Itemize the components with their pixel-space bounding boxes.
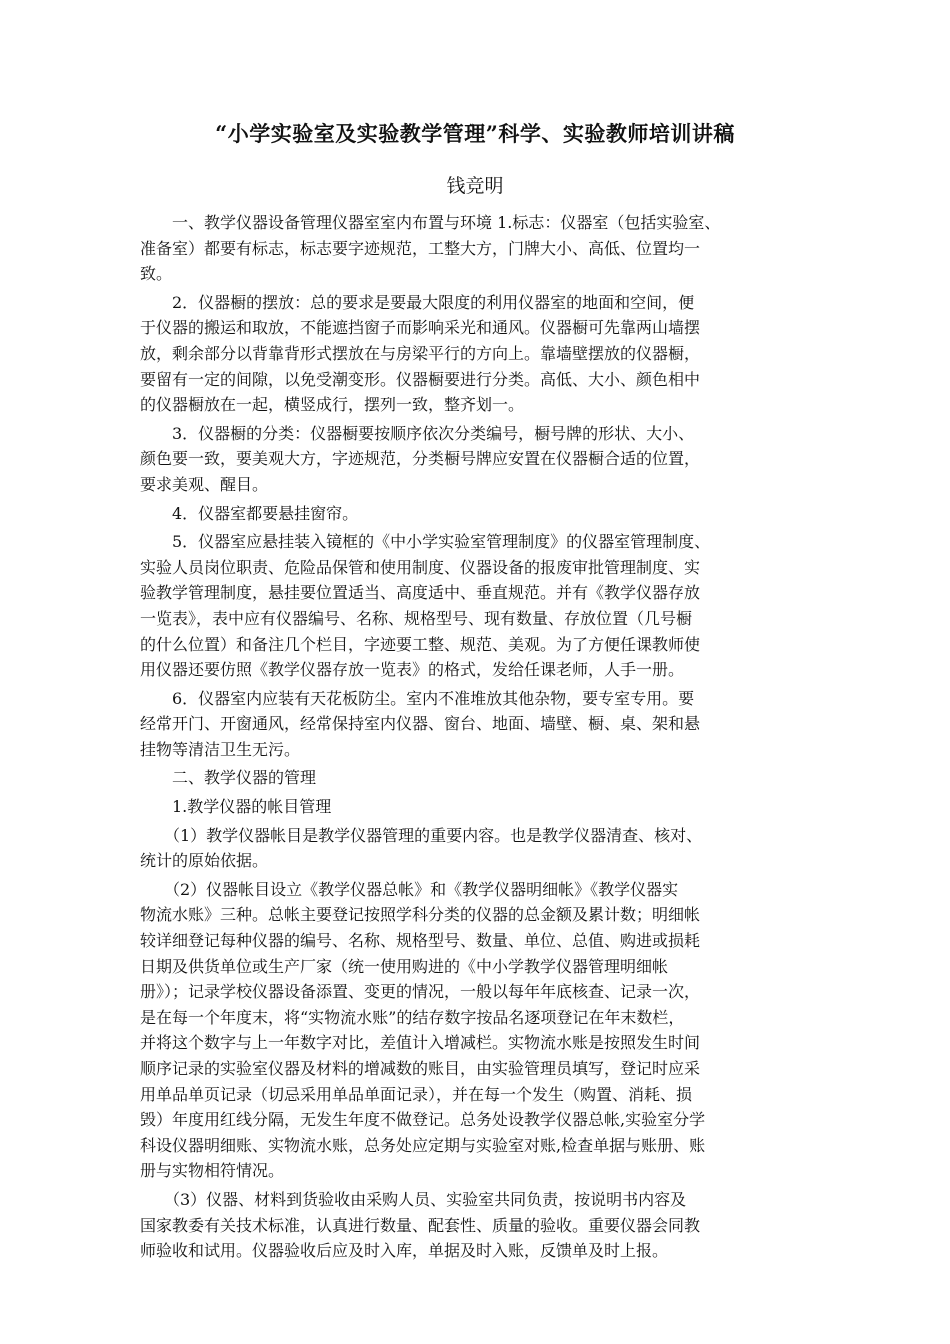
text-line: 6．仪器室内应装有天花板防尘。室内不准堆放其他杂物，要专室专用。要 [140,688,695,708]
text-line: 要留有一定的间隙，以免受潮变形。仪器橱要进行分类。高低、大小、颜色相中 [140,369,701,389]
text-line: 并将这个数字与上一年数字对比，差值计入增减栏。实物流水账是按照发生时间 [140,1033,701,1053]
text-line: 国家教委有关技术标准，认真进行数量、配套性、质量的验收。重要仪器会同教 [140,1215,701,1235]
text-line: 较详细登记每种仪器的编号、名称、规格型号、数量、单位、总值、购进或损耗 [140,931,701,951]
text-line: 科设仪器明细账、实物流水账，总务处应定期与实验室对账,检查单据与账册、账 [140,1135,706,1155]
text-line: 准备室）都要有标志，标志要字迹规范，工整大方，门牌大小、高低、位置均一 [140,238,701,258]
text-line: 一、教学仪器设备管理仪器室室内布置与环境 1.标志：仪器室（包括实验室、 [140,213,721,232]
text-line: 册与实物相符情况。 [140,1161,285,1181]
text-line: 日期及供货单位或生产厂家（统一使用购进的《中小学教学仪器管理明细帐 [140,956,669,976]
text-line: 验教学管理制度，悬挂要位置适当、高度适中、垂直规范。并有《教学仪器存放 [140,583,701,603]
author-name: 钱竞明 [446,175,504,197]
text-line: 册》）；记录学校仪器设备添置、变更的情况，一般以每年年底核查、记录一次， [140,982,701,1002]
text-line: 实验人员岗位职责、危险品保管和使用制度、仪器设备的报废审批管理制度、实 [140,557,701,577]
text-line: 2．仪器橱的摆放：总的要求是要最大限度的利用仪器室的地面和空间，便 [140,292,695,312]
text-line: 的什么位置）和备注几个栏目，字迹要工整、规范、美观。为了方便任课教师使 [140,634,701,654]
paragraph [140,794,830,823]
text-line: 挂物等清洁卫生无污。 [140,739,301,759]
text-line: 是在每一个年度末，将“实物流水账”的结存数字按品名逐项登记在年末数栏， [140,1007,685,1027]
text-line: 要求美观、醒目。 [140,474,269,494]
text-line: 1.教学仪器的帐目管理 [140,797,332,817]
paragraph [140,823,830,877]
text-line: 的仪器橱放在一起，横竖成行，摆列一致，整齐划一。 [140,395,525,415]
text-line: 顺序记录的实验室仪器及材料的增减数的账目，由实验管理员填写，登记时应采 [140,1059,701,1078]
text-line: 二、教学仪器的管理 [140,768,317,788]
paragraph [140,686,830,766]
paragraph [140,765,830,794]
paragraph [140,210,830,290]
text-line: 放，剩余部分以背靠背形式摆放在与房梁平行的方向上。靠墙壁摆放的仪器橱， [140,343,701,363]
paragraph [140,529,830,686]
paragraph [140,1187,830,1267]
text-line: 一览表》，表中应有仪器编号、名称、规格型号、现有数量、存放位置（几号橱 [140,608,693,628]
text-line: 物流水账》三种。总帐主要登记按照学科分类的仪器的总金额及累计数；明细帐 [140,905,701,925]
text-line: 毁）年度用红线分隔，无发生年度不做登记。总务处设教学仪器总帐,实验室分学 [140,1110,706,1130]
text-line: 经常开门、开窗通风，经常保持室内仪器、窗台、地面、墙壁、橱、桌、架和悬 [140,714,701,734]
text-line: （1）教学仪器帐目是教学仪器管理的重要内容。也是教学仪器清查、核对、 [140,825,703,845]
text-line: （3）仪器、材料到货验收由采购人员、实验室共同负责，按说明书内容及 [140,1189,687,1209]
text-line: 5．仪器室应悬挂装入镜框的《中小学实验室管理制度》的仪器室管理制度、 [140,532,711,552]
text-line: 于仪器的搬运和取放，不能遮挡窗子而影响采光和通风。仪器橱可先靠两山墙摆 [140,318,701,338]
paragraph [140,290,830,421]
text-line: 4．仪器室都要悬挂窗帘。 [140,503,359,523]
text-line: 用仪器还要仿照《教学仪器存放一览表》的格式，发给任课老师，人手一册。 [140,660,685,680]
paragraph [140,421,830,501]
paragraph [140,501,830,530]
document-body [140,210,830,1267]
text-line: 致。 [140,264,173,284]
text-line: 用单品单页记录（切忌采用单品单面记录），并在每一个发生（购置、消耗、损 [140,1084,693,1104]
text-line: 师验收和试用。仪器验收后应及时入库，单据及时入账，反馈单及时上报。 [140,1241,669,1261]
text-line: 3．仪器橱的分类：仪器橱要按顺序依次分类编号，橱号牌的形状、大小、 [140,423,695,443]
paragraph [140,877,830,1187]
text-line: （2）仪器帐目设立《教学仪器总帐》和《教学仪器明细帐》《教学仪器实 [140,879,679,899]
text-line: 统计的原始依据。 [140,851,269,871]
document-title: “小学实验室及实验教学管理”科学、实验教师培训讲稿 [215,121,735,146]
text-line: 颜色要一致，要美观大方，字迹规范，分类橱号牌应安置在仪器橱合适的位置， [140,449,701,469]
